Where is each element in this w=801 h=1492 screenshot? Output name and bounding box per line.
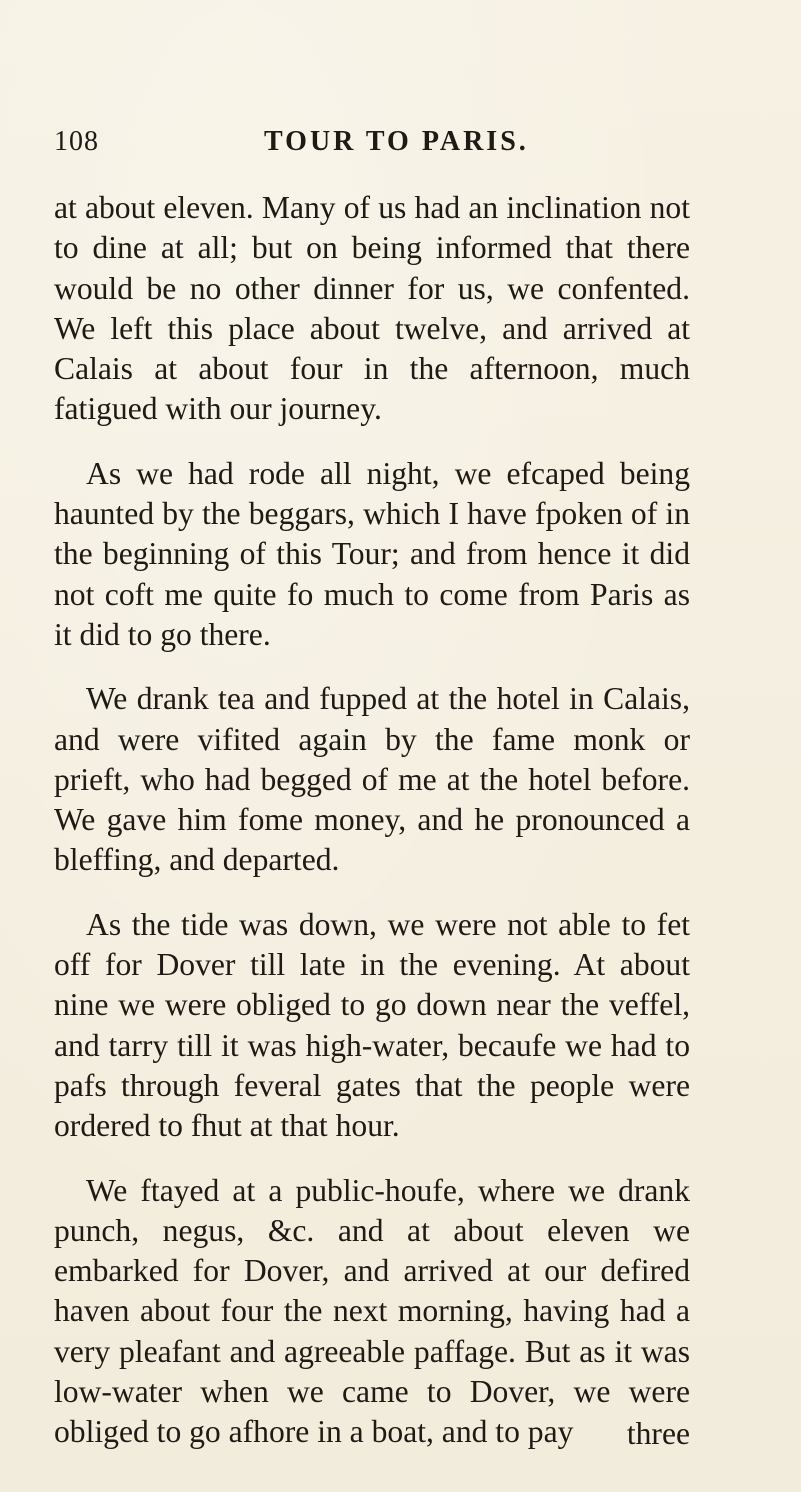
paragraph-1: at about eleven. Many of us had an inclination not to dine at all; but on being informed that there would be no other dinner for us, we confented. We left this place about twelve, and arrived at Calais at about four in the afternoon, much fatigued with our journey. <box>54 190 690 427</box>
paragraph-2: As we had rode all night, we efcaped being haunted by the beggars, which I have fpoken of in the beginning of this Tour; and from hence it did not coft me quite fo much to come from Paris as it did to go there. <box>54 455 690 652</box>
paragraph-4: As the tide was down, we were not able to fet off for Dover till late in the evening. At about nine we were obliged to go down near the veffel, and tarry till it was high-water, becaufe we had to pafs through feveral gates that the people were ordered to fhut at that hour. <box>54 906 690 1144</box>
page-header <box>54 126 694 166</box>
catchword: three <box>626 1416 690 1451</box>
page-number: 108 <box>54 126 99 157</box>
paragraph-5: We ftayed at a public-houfe, where we drank punch, negus, &c. and at about eleven we embarked for Dover, and arrived at our defired haven about four the next morning, having had a very pleafant and agreeable paffage. But as it was low-water when we came to Dover, we were obliged to go afhore in a boat, and to pay <box>54 1172 690 1450</box>
running-head: TOUR TO PARIS. <box>264 126 529 157</box>
body-text <box>54 188 690 1453</box>
paragraph-3: We drank tea and fupped at the hotel in Calais, and were vifited again by the fame monk or prieft, who had begged of me at the hotel before. We gave him fome money, and he pronounced a bleffing, and departed. <box>54 681 690 878</box>
